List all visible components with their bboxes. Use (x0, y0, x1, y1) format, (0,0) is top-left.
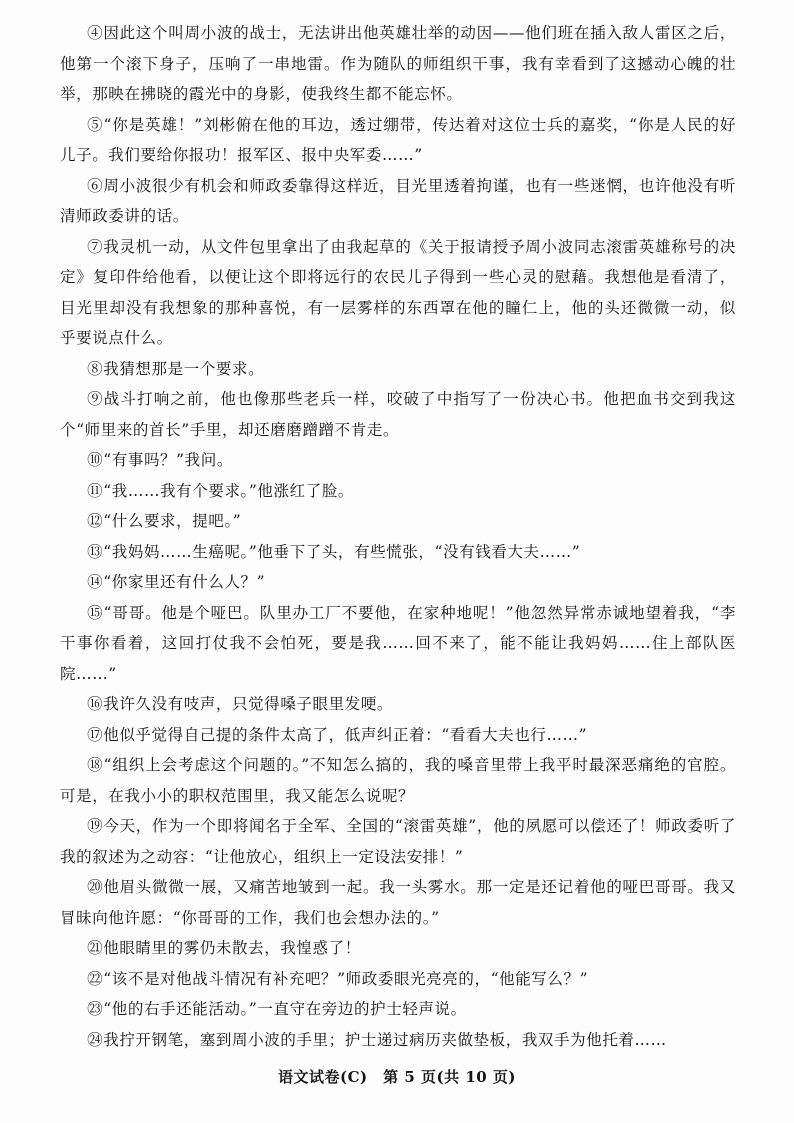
page-footer: 语文试卷(C) 第 5 页(共 10 页) (277, 1068, 517, 1086)
paragraph-12: ⑫“什么要求，提吧。” (87, 512, 242, 530)
paragraph-5: ⑤“你是英雄！”刘彬俯在他的耳边，透过绷带，传达着对这位士兵的嘉奖，“你是人民的好儿子。我们要给你报功！报军区、报中央军委……” (60, 115, 736, 164)
paragraph-6: ⑥周小波很少有机会和师政委靠得这样近，目光里透着拘谨，也有一些迷惘，也许他没有听清师政委讲的话。 (60, 176, 736, 225)
paragraph-11: ⑪“我……我有个要求。”他涨红了脸。 (87, 481, 355, 500)
paragraph-13: ⑬“我妈妈……生癌呢。”他垂下了头，有些慌张，“没有钱看大夫……” (87, 542, 581, 561)
paragraph-20: ⑳他眉头微微一展，又痛苦地皱到一起。我一头雾水。那一定是还记着他的哑巴哥哥。我又冒昧向他许愿：“你哥哥的工作，我们也会想办法的。” (60, 878, 736, 927)
paragraph-16: ⑯我许久没有吱声，只觉得嗓子眼里发哽。 (87, 695, 394, 713)
paragraph-18: ⑱“组织上会考虑这个问题的。”不知怎么搞的，我的嗓音里带上我平时最深恶痛绝的官腔。可是，在我小小的职权范围里，我又能怎么说呢？ (60, 756, 736, 805)
paragraph-10: ⑩“有事吗？”我问。 (87, 451, 233, 469)
paragraph-4: ④因此这个叫周小波的战士，无法讲出他英雄壮举的动因——他们班在插入敌人雷区之后，他第一个滚下身子，压响了一串地雷。作为随队的师组织干事，我有幸看到了这撼动心魄的壮举，那映在拂晓的霞光中的身影，使我终生都不能忘怀。 (60, 24, 736, 103)
paragraph-14: ⑭“你家里还有什么人？” (87, 573, 266, 591)
paragraph-15: ⑮“哥哥。他是个哑巴。队里办工厂不要他，在家种地呢！”他忽然异常赤诚地望着我，“李干事你看着，这回打仗我不会怕死，要是我……回不来了，能不能让我妈妈……住上部队医院……” (60, 603, 736, 683)
reading-passage (60, 18, 736, 1055)
paragraph-23: ㉓“他的右手还能活动。”一直守在旁边的护士轻声说。 (87, 1000, 467, 1018)
paragraph-19: ⑲今天，作为一个即将闻名于全军、全国的“滚雷英雄”，他的夙愿可以偿还了！师政委听了我的叙述为之动容：“让他放心，组织上一定设法安排！” (60, 817, 736, 866)
paragraph-21: ㉑他眼睛里的雾仍未散去，我惶惑了！ (87, 939, 361, 957)
paragraph-7: ⑦我灵机一动，从文件包里拿出了由我起草的《关于报请授予周小波同志滚雷英雄称号的决定》复印件给他看，以便让这个即将远行的农民儿子得到一些心灵的慰藉。我想他是看清了，目光里却没有我想象的那种喜悦，有一层雾样的东西罩在他的瞳仁上，他的头还微微一动，似乎要说点什么。 (60, 237, 736, 347)
paragraph-9: ⑨战斗打响之前，他也像那些老兵一样，咬破了中指写了一份决心书。他把血书交到我这个“师里来的首长”手里，却还磨磨蹭蹭不肯走。 (60, 390, 736, 439)
paragraph-8: ⑧我猜想那是一个要求。 (87, 359, 265, 378)
paragraph-22: ㉒“该不是对他战斗情况有补充吧？”师政委眼光亮亮的，“他能写么？” (87, 969, 589, 988)
paragraph-17: ⑰他似乎觉得自己提的条件太高了，低声纠正着：“看看大夫也行……” (87, 725, 588, 744)
paragraph-24: ㉔我拧开钢笔，塞到周小波的手里；护士递过病历夹做垫板，我双手为他托着…… (87, 1030, 667, 1049)
